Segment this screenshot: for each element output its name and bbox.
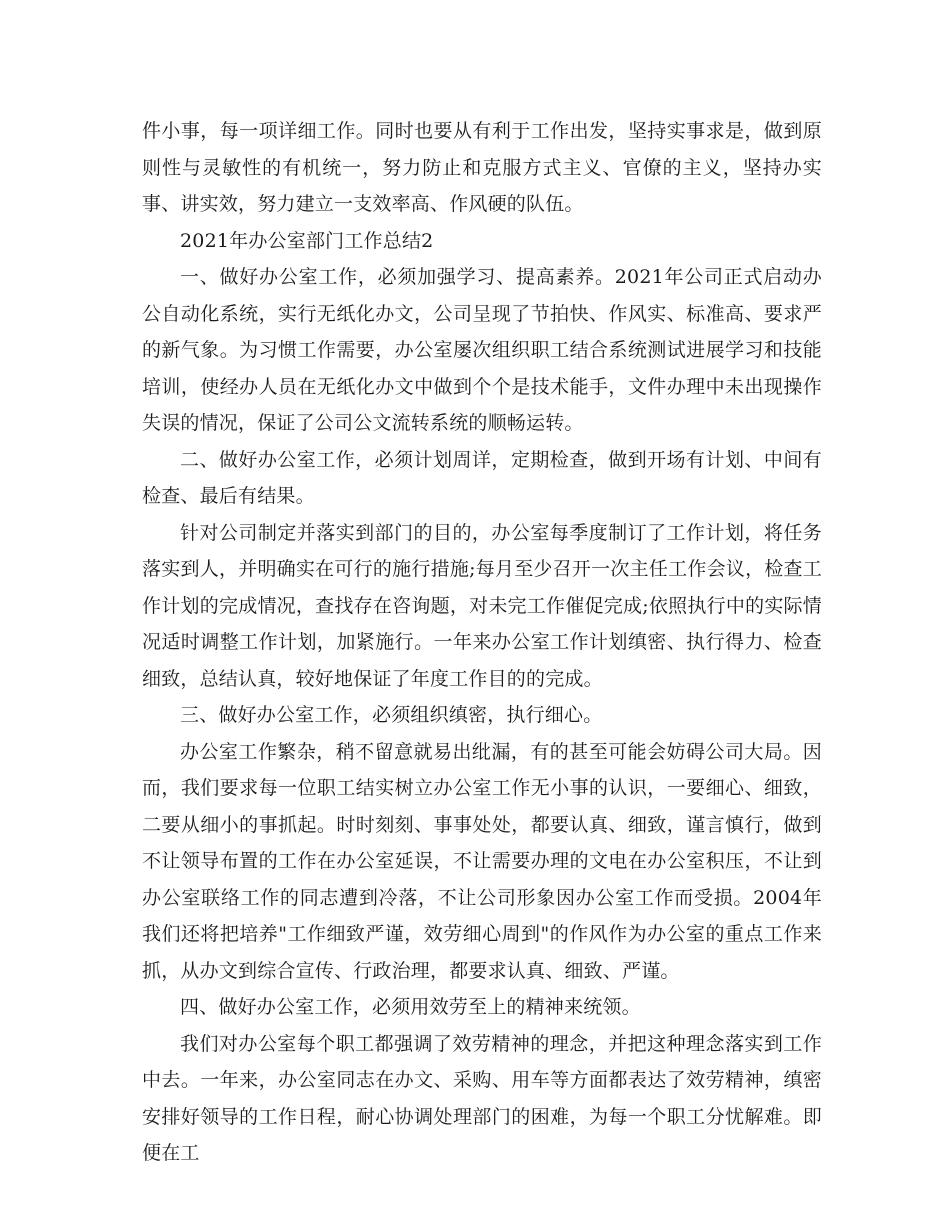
document-body	[142, 113, 822, 1172]
section-heading: 2021年办公室部门工作总结2	[180, 229, 434, 252]
paragraph: 一、做好办公室工作，必须加强学习、提高素养。2021年公司正式启动办公自动化系统，实行无纸化办文，公司呈现了节拍快、作风实、标准高、要求严的新气象。为习惯工作需要，办公室屡次组织职工结合系统测试进展学习和技能培训，使经办人员在无纸化办文中做到个个是技术能手，文件办理中未出现操作失误的情况，保证了公司公文流转系统的顺畅运转。	[142, 266, 822, 434]
paragraph: 针对公司制定并落实到部门的目的，办公室每季度制订了工作计划，将任务落实到人，并明确实在可行的施行措施;每月至少召开一次主任工作会议，检查工作计划的完成情况，查找存在咨询题，对未完工作催促完成;依照执行中的实际情况适时调整工作计划，加紧施行。一年来办公室工作计划缜密、执行得力、检查细致，总结认真，较好地保证了年度工作目的的完成。	[142, 521, 822, 690]
paragraph: 二、做好办公室工作，必须计划周详，定期检查，做到开场有计划、中间有检查、最后有结果。	[142, 448, 822, 507]
paragraph: 四、做好办公室工作，必须用效劳至上的精神来统领。	[180, 996, 641, 1018]
paragraph: 我们对办公室每个职工都强调了效劳精神的理念，并把这种理念落实到工作中去。一年来，办公室同志在办文、采购、用车等方面都表达了效劳精神，缜密安排好领导的工作日程，耐心协调处理部门的困难，为每一个职工分忧解难。即便在工	[142, 1032, 822, 1164]
paragraph: 件小事，每一项详细工作。同时也要从有利于工作出发，坚持实事求是，做到原则性与灵敏性的有机统一，努力防止和克服方式主义、官僚的主义，坚持办实事、讲实效，努力建立一支效率高、作风硬的队伍。	[142, 120, 822, 215]
paragraph: 办公室工作繁杂，稍不留意就易出纰漏，有的甚至可能会妨碍公司大局。因而，我们要求每一位职工结实树立办公室工作无小事的认识，一要细心、细致，二要从细小的事抓起。时时刻刻、事事处处，都要认真、细致，谨言慎行，做到不让领导布置的工作在办公室延误，不让需要办理的文电在办公室积压，不让到办公室联络工作的同志遭到冷落，不让公司形象因办公室工作而受损。2004年我们还将把培养"工作细致严谨，效劳细心周到"的作风作为办公室的重点工作来抓，从办文到综合宣传、行政治理，都要求认真、细致、严谨。	[142, 740, 822, 982]
paragraph: 三、做好办公室工作，必须组织缜密，执行细心。	[180, 704, 603, 726]
